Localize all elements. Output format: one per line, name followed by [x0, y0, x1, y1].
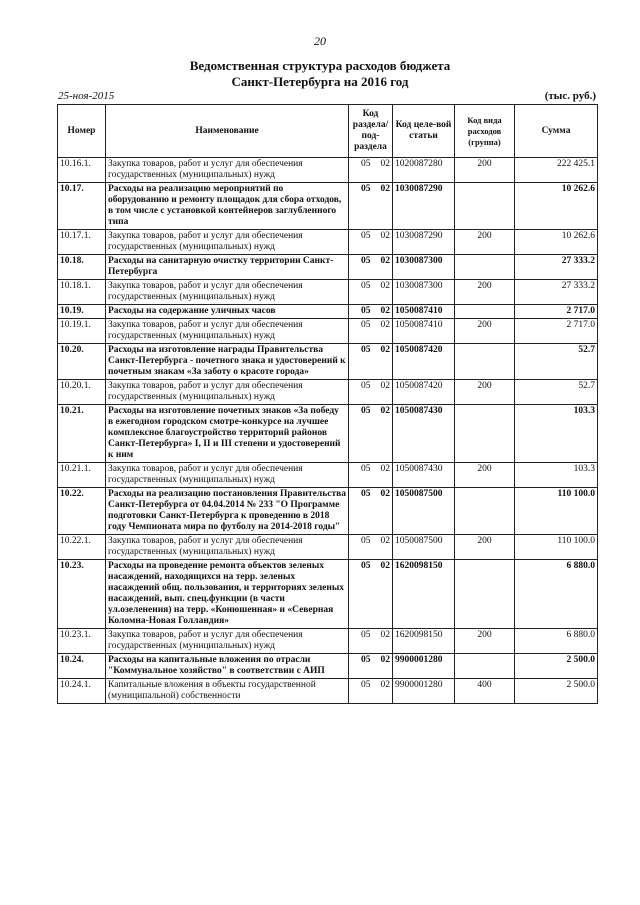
row-section: 05	[349, 319, 371, 344]
title-line-1: Ведомственная структура расходов бюджета	[189, 58, 451, 73]
row-article: 1030087300	[393, 255, 455, 280]
table-header-row	[58, 105, 598, 158]
row-group: 400	[455, 679, 515, 704]
row-name: Закупка товаров, работ и услуг для обеспечения государственных (муниципальных) нужд	[106, 230, 349, 255]
row-group: 200	[455, 319, 515, 344]
row-name: Расходы на реализацию постановления Правительства Санкт-Петербурга от 04.04.2014 № 233 "О Программе подготовки Санкт-Петербурга к проведению в 2018 году Чемпионата мира по футболу на 2014-2018 годы"	[106, 488, 349, 535]
row-number: 10.20.1.	[58, 380, 106, 405]
row-section: 05	[349, 305, 371, 319]
row-sum: 52.7	[515, 380, 598, 405]
row-subsection: 02	[371, 405, 393, 463]
row-section: 05	[349, 380, 371, 405]
row-group: 200	[455, 230, 515, 255]
table-row	[58, 405, 598, 463]
row-sum: 2 500.0	[515, 654, 598, 679]
row-article: 1030087290	[393, 230, 455, 255]
row-sum: 27 333.2	[515, 255, 598, 280]
table-row	[58, 280, 598, 305]
row-sum: 2 500.0	[515, 679, 598, 704]
row-sum: 2 717.0	[515, 305, 598, 319]
row-subsection: 02	[371, 679, 393, 704]
row-group: 200	[455, 158, 515, 183]
row-subsection: 02	[371, 463, 393, 488]
table-row	[58, 535, 598, 560]
row-section: 05	[349, 679, 371, 704]
row-name: Закупка товаров, работ и услуг для обеспечения государственных (муниципальных) нужд	[106, 535, 349, 560]
header-section: Код раздела/ под-раздела	[349, 105, 393, 158]
row-sum: 10 262.6	[515, 230, 598, 255]
row-number: 10.16.1.	[58, 158, 106, 183]
row-name: Расходы на изготовление награды Правительства Санкт-Петербурга - почетного знака и удостоверений к почетным знакам «За заботу о красоте города»	[106, 344, 349, 380]
row-subsection: 02	[371, 344, 393, 380]
row-name: Расходы на санитарную очистку территории Санкт-Петербурга	[106, 255, 349, 280]
row-group	[455, 560, 515, 629]
row-section: 05	[349, 255, 371, 280]
row-group: 200	[455, 380, 515, 405]
table-row	[58, 463, 598, 488]
row-group	[455, 405, 515, 463]
row-section: 05	[349, 158, 371, 183]
row-number: 10.17.1.	[58, 230, 106, 255]
row-name: Закупка товаров, работ и услуг для обеспечения государственных (муниципальных) нужд	[106, 280, 349, 305]
row-subsection: 02	[371, 158, 393, 183]
row-number: 10.21.1.	[58, 463, 106, 488]
row-article: 1050087420	[393, 380, 455, 405]
table-row	[58, 560, 598, 629]
row-article: 1050087430	[393, 405, 455, 463]
row-article: 1620098150	[393, 629, 455, 654]
row-article: 1050087430	[393, 463, 455, 488]
row-number: 10.24.	[58, 654, 106, 679]
row-group	[455, 255, 515, 280]
row-sum: 103.3	[515, 405, 598, 463]
table-row	[58, 255, 598, 280]
header-group: Код вида расходов (группа)	[455, 105, 515, 158]
header-number: Номер	[58, 105, 106, 158]
row-subsection: 02	[371, 488, 393, 535]
row-group: 200	[455, 463, 515, 488]
row-section: 05	[349, 560, 371, 629]
row-section: 05	[349, 230, 371, 255]
row-article: 1050087410	[393, 319, 455, 344]
row-article: 1620098150	[393, 560, 455, 629]
row-subsection: 02	[371, 535, 393, 560]
row-name: Закупка товаров, работ и услуг для обеспечения государственных (муниципальных) нужд	[106, 463, 349, 488]
table-row	[58, 679, 598, 704]
document-title	[0, 58, 640, 90]
row-number: 10.19.	[58, 305, 106, 319]
row-section: 05	[349, 535, 371, 560]
header-sum: Сумма	[515, 105, 598, 158]
row-sum: 6 880.0	[515, 629, 598, 654]
row-name: Расходы на капитальные вложения по отрасли "Коммунальное хозяйство" в соответствии с АИП	[106, 654, 349, 679]
row-group	[455, 488, 515, 535]
row-article: 9900001280	[393, 654, 455, 679]
row-sum: 110 100.0	[515, 535, 598, 560]
row-article: 9900001280	[393, 679, 455, 704]
row-section: 05	[349, 463, 371, 488]
row-name: Расходы на проведение ремонта объектов зеленых насаждений, находящихся на терр. зеленых насаждений общ. пользования, и территориях зеленых насаждений, вып. спец.функции (в части ул.озеленения) на терр. «Конюшенная» и «Северная Коломна-Новая Голландия»	[106, 560, 349, 629]
row-subsection: 02	[371, 280, 393, 305]
row-number: 10.18.	[58, 255, 106, 280]
row-article: 1030087300	[393, 280, 455, 305]
row-number: 10.22.1.	[58, 535, 106, 560]
row-sum: 6 880.0	[515, 560, 598, 629]
row-subsection: 02	[371, 560, 393, 629]
row-section: 05	[349, 629, 371, 654]
table-row	[58, 344, 598, 380]
row-subsection: 02	[371, 654, 393, 679]
row-name: Расходы на содержание уличных часов	[106, 305, 349, 319]
table-row	[58, 230, 598, 255]
table-row	[58, 319, 598, 344]
row-article: 1050087500	[393, 535, 455, 560]
row-sum: 52.7	[515, 344, 598, 380]
row-sum: 27 333.2	[515, 280, 598, 305]
row-name: Закупка товаров, работ и услуг для обеспечения государственных (муниципальных) нужд	[106, 380, 349, 405]
title-line-2: Санкт-Петербурга на 2016 год	[231, 74, 409, 89]
row-group	[455, 183, 515, 230]
row-number: 10.24.1.	[58, 679, 106, 704]
row-group	[455, 344, 515, 380]
row-number: 10.19.1.	[58, 319, 106, 344]
row-name: Расходы на изготовление почетных знаков «За победу в ежегодном городском смотре-конкурсе на лучшее комплексное благоустройство территорий районов Санкт-Петербурга» I, II и III степени и удостоверений к ним	[106, 405, 349, 463]
page-number: 20	[314, 34, 326, 48]
row-group: 200	[455, 280, 515, 305]
row-subsection: 02	[371, 230, 393, 255]
row-number: 10.21.	[58, 405, 106, 463]
table-row	[58, 158, 598, 183]
row-section: 05	[349, 344, 371, 380]
row-subsection: 02	[371, 183, 393, 230]
row-section: 05	[349, 280, 371, 305]
row-sum: 222 425.1	[515, 158, 598, 183]
row-subsection: 02	[371, 319, 393, 344]
row-number: 10.18.1.	[58, 280, 106, 305]
row-sum: 2 717.0	[515, 319, 598, 344]
row-article: 1030087290	[393, 183, 455, 230]
row-sum: 10 262.6	[515, 183, 598, 230]
row-article: 1020087280	[393, 158, 455, 183]
row-sum: 110 100.0	[515, 488, 598, 535]
row-subsection: 02	[371, 380, 393, 405]
table-row	[58, 305, 598, 319]
table-row	[58, 380, 598, 405]
row-name: Закупка товаров, работ и услуг для обеспечения государственных (муниципальных) нужд	[106, 629, 349, 654]
row-subsection: 02	[371, 629, 393, 654]
row-group: 200	[455, 535, 515, 560]
row-number: 10.20.	[58, 344, 106, 380]
row-name: Капитальные вложения в объекты государственной (муниципальной) собственности	[106, 679, 349, 704]
row-section: 05	[349, 405, 371, 463]
row-number: 10.17.	[58, 183, 106, 230]
row-group: 200	[455, 629, 515, 654]
row-number: 10.23.1.	[58, 629, 106, 654]
row-name: Закупка товаров, работ и услуг для обеспечения государственных (муниципальных) нужд	[106, 158, 349, 183]
table-row	[58, 183, 598, 230]
row-subsection: 02	[371, 305, 393, 319]
table-row	[58, 488, 598, 535]
row-group	[455, 305, 515, 319]
units-label: (тыс. руб.)	[544, 90, 596, 102]
table-row	[58, 654, 598, 679]
row-sum: 103.3	[515, 463, 598, 488]
row-number: 10.23.	[58, 560, 106, 629]
header-name: Наименование	[106, 105, 349, 158]
row-section: 05	[349, 488, 371, 535]
header-article: Код целе-вой статьи	[393, 105, 455, 158]
row-article: 1050087500	[393, 488, 455, 535]
row-name: Закупка товаров, работ и услуг для обеспечения государственных (муниципальных) нужд	[106, 319, 349, 344]
budget-table	[57, 104, 598, 704]
document-date: 25-ноя-2015	[58, 90, 115, 102]
row-section: 05	[349, 654, 371, 679]
row-article: 1050087420	[393, 344, 455, 380]
row-name: Расходы на реализацию мероприятий по оборудованию и ремонту площадок для сбора отходов, в том числе с установкой контейнеров заглубленного типа	[106, 183, 349, 230]
row-subsection: 02	[371, 255, 393, 280]
table-row	[58, 629, 598, 654]
row-number: 10.22.	[58, 488, 106, 535]
row-group	[455, 654, 515, 679]
row-article: 1050087410	[393, 305, 455, 319]
row-section: 05	[349, 183, 371, 230]
